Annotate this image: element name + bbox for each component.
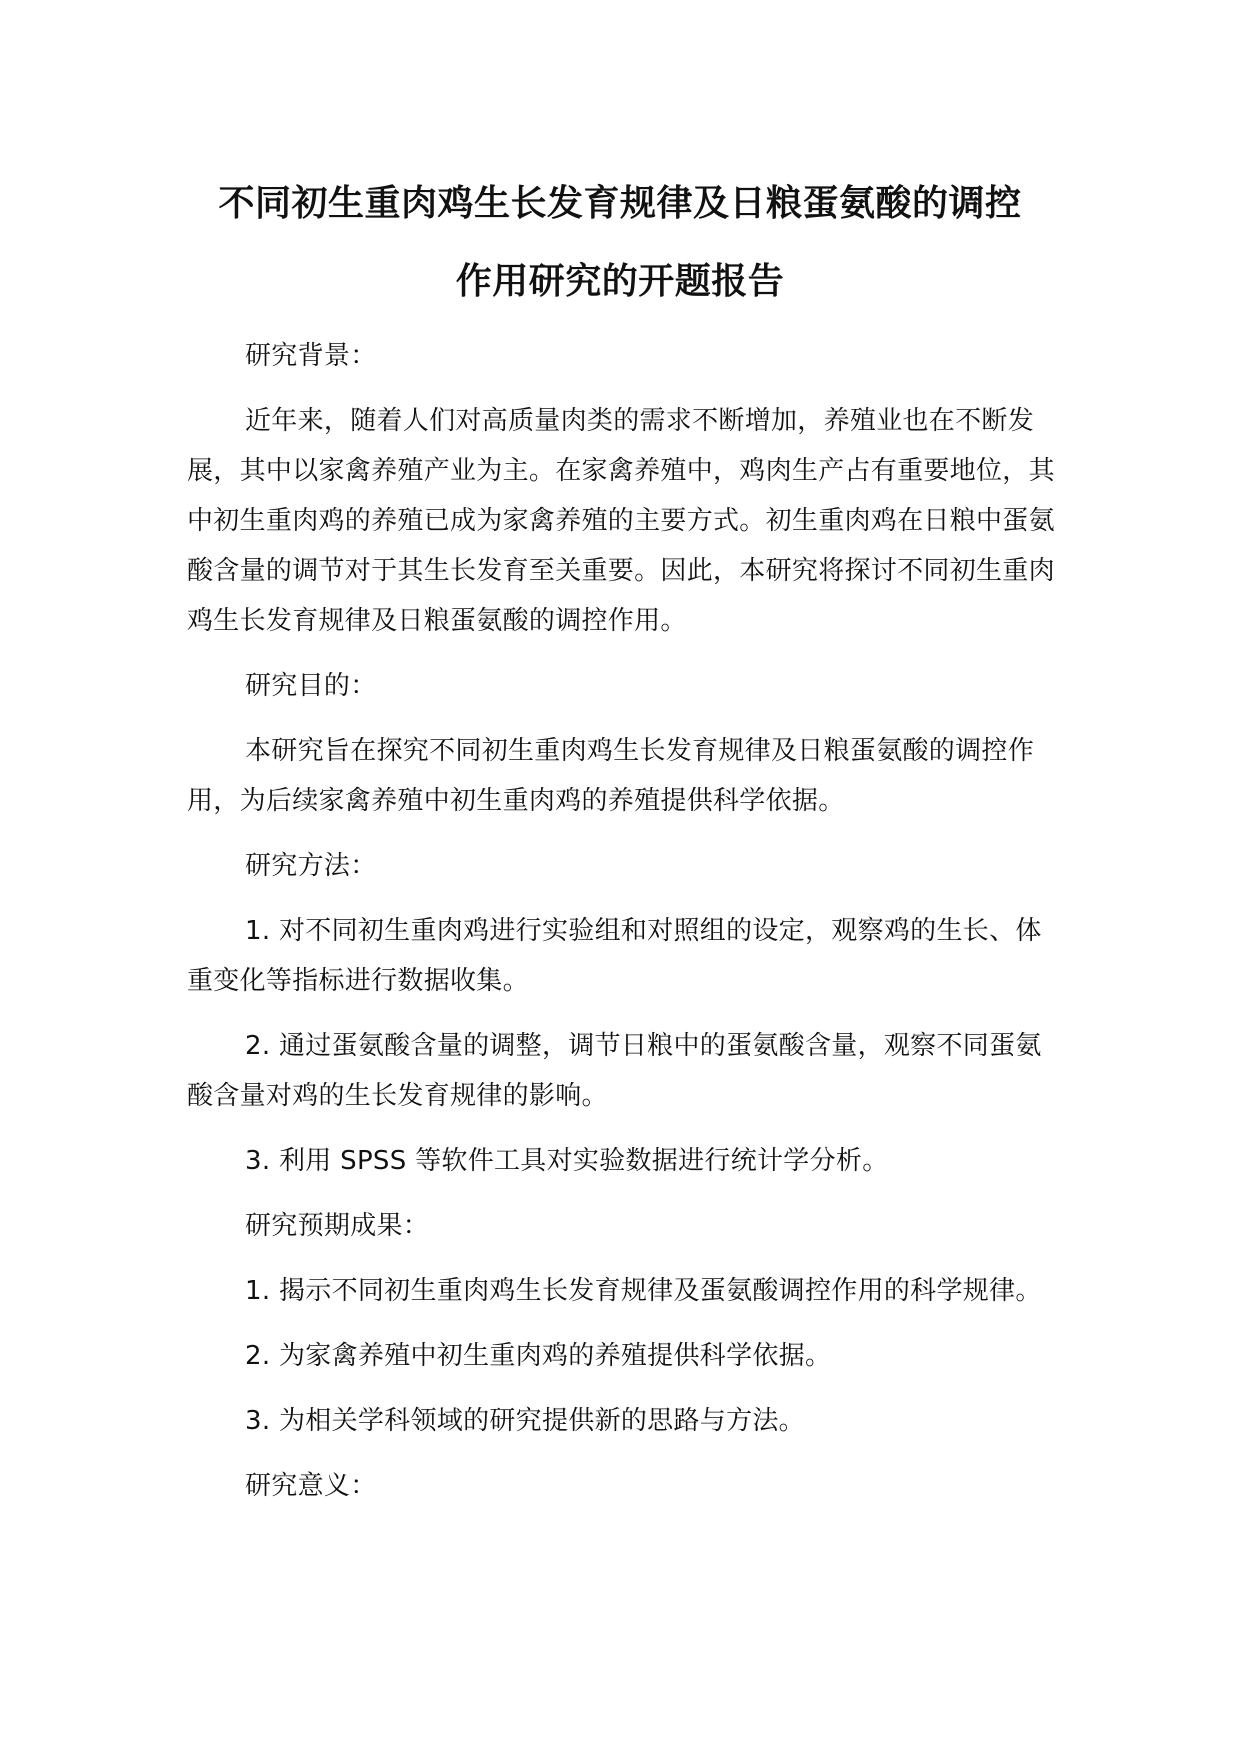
method-item: 2. 通过蛋氨酸含量的调整，调节日粮中的蛋氨酸含量，观察不同蛋氨酸含量对鸡的生长发育规律的影响。 — [187, 1031, 1042, 1111]
outcome-heading: 研究预期成果： — [245, 1211, 430, 1241]
document-body — [187, 331, 1067, 1526]
background-heading: 研究背景： — [245, 341, 377, 371]
method-heading: 研究方法： — [245, 851, 377, 881]
outcome-item: 2. 为家禽养殖中初生重肉鸡的养殖提供科学依据。 — [245, 1341, 832, 1371]
method-item: 3. 利用 SPSS 等软件工具对实验数据进行统计学分析。 — [245, 1146, 889, 1176]
significance-heading: 研究意义： — [245, 1471, 377, 1501]
method-item: 1. 对不同初生重肉鸡进行实验组和对照组的设定，观察鸡的生长、体重变化等指标进行数据收集。 — [187, 916, 1042, 996]
purpose-heading: 研究目的： — [245, 671, 377, 701]
document-title-line-1: 不同初生重肉鸡生长发育规律及日粮蛋氨酸的调控 — [218, 183, 1022, 224]
background-paragraph: 近年来，随着人们对高质量肉类的需求不断增加，养殖业也在不断发展，其中以家禽养殖产业为主。在家禽养殖中，鸡肉生产占有重要地位，其中初生重肉鸡的养殖已成为家禽养殖的主要方式。初生重肉鸡在日粮中蛋氨酸含量的调节对于其生长发育至关重要。因此，本研究将探讨不同初生重肉鸡生长发育规律及日粮蛋氨酸的调控作用。 — [187, 406, 1055, 636]
outcome-item: 1. 揭示不同初生重肉鸡生长发育规律及蛋氨酸调控作用的科学规律。 — [245, 1276, 1042, 1306]
purpose-paragraph: 本研究旨在探究不同初生重肉鸡生长发育规律及日粮蛋氨酸的调控作用，为后续家禽养殖中初生重肉鸡的养殖提供科学依据。 — [187, 736, 1035, 816]
outcome-item: 3. 为相关学科领域的研究提供新的思路与方法。 — [245, 1406, 805, 1436]
document-title-line-2: 作用研究的开题报告 — [455, 261, 785, 302]
